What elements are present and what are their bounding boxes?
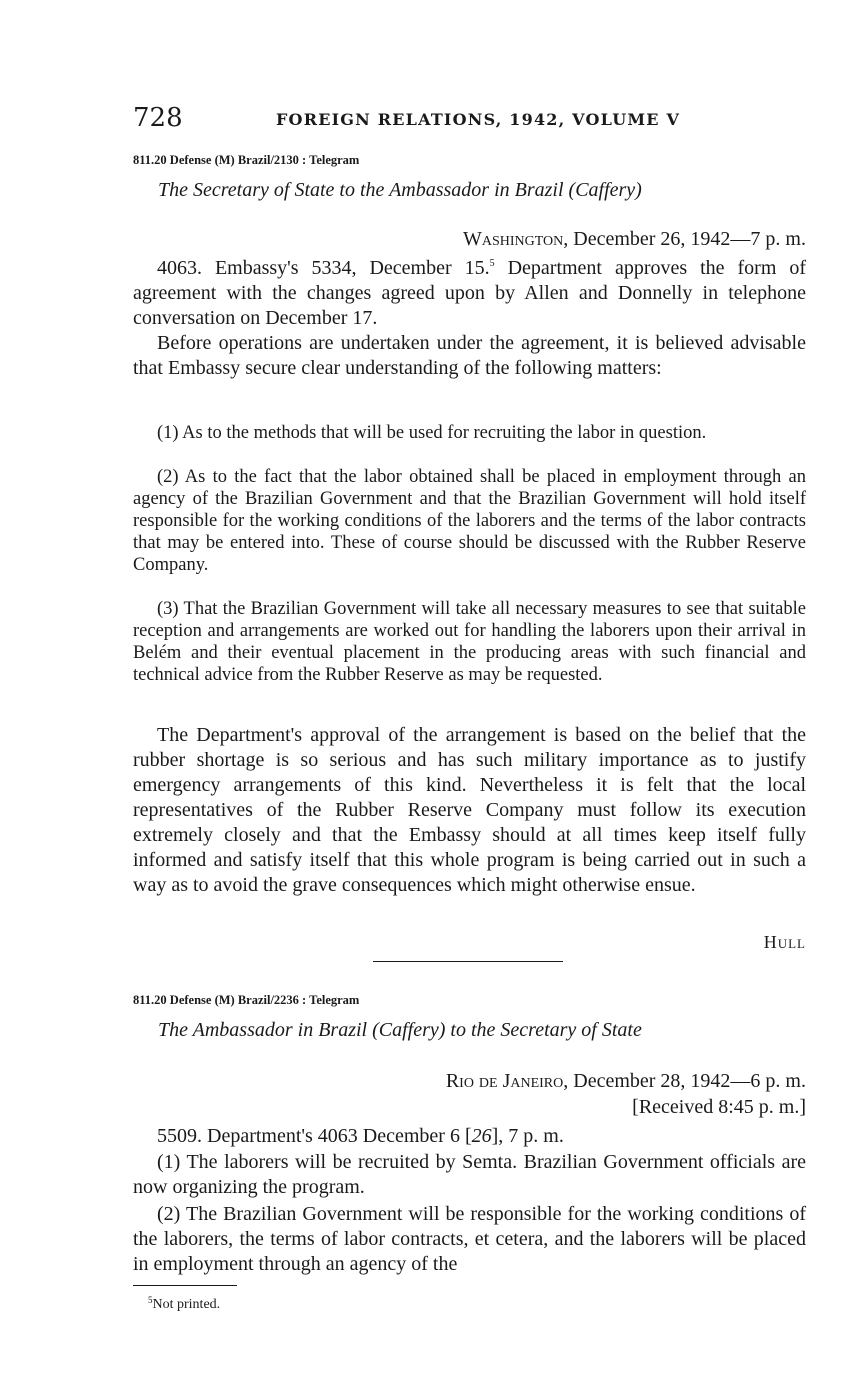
list-item-2: (2) As to the fact that the labor obtained shall be placed in employment through an agency of the Brazilian Government and that the Brazilian Government will hold itself responsible for the working conditions of the laborers and the terms of the labor contracts that may be entered into. These of course should be discussed with the Rubber Reserve Company. [133, 467, 806, 575]
list-item-3: (3) That the Brazilian Government will take all necessary measures to see that suitable reception and arrangements are worked out for handling the laborers upon their arrival in Belém and their eventual placement in the producing areas with such financial and technical advice from the Rubber Reserve as may be requested. [133, 599, 806, 685]
dateline-place-2: Rio de Janeiro [445, 1070, 564, 1092]
dateline-2 [446, 1068, 806, 1094]
paragraph-1-start: 4063. Embassy's 5334, December 15. [157, 257, 490, 279]
file-reference-2: 811.20 Defense (M) Brazil/2236 : Telegram [133, 993, 360, 1007]
footnote [148, 1296, 220, 1314]
page-number: 728 [133, 103, 183, 133]
document-title-2: The Ambassador in Brazil (Caffery) to the Secretary of State [158, 1019, 642, 1041]
paragraph-1-end: Department approves the form of agreement with the changes agreed upon by Allen and Donnelly in telephone conversation on December 17. [133, 257, 806, 329]
paragraph-4-start: 5509. Department's 4063 December 6 [ [157, 1125, 472, 1147]
list-item-1: (1) As to the methods that will be used for recruiting the labor in question. [157, 423, 707, 443]
dateline-1 [463, 226, 806, 252]
document-title-1: The Secretary of State to the Ambassador in Brazil (Caffery) [158, 179, 642, 201]
received-time: [Received 8:45 p. m.] [632, 1096, 806, 1118]
paragraph-1 [133, 256, 806, 331]
footnote-divider [133, 1285, 237, 1286]
dateline-date-1: , December 26, 1942—7 p. m. [563, 228, 806, 250]
signature: Hull [763, 932, 806, 952]
footnote-ref: 5 [489, 258, 495, 269]
editorial-correction: 26 [471, 1125, 492, 1147]
paragraph-6: (2) The Brazilian Government will be responsible for the working conditions of the laborers, the terms of labor contracts, et cetera, and the laborers will be placed in employment through an agency of the [133, 1203, 806, 1275]
paragraph-3: The Department's approval of the arrangement is based on the belief that the rubber shortage is so serious and has such military importance as to justify emergency arrangements of this kind. Nevertheless it is felt that the local representatives of the Rubber Reserve Company must follow its execution extremely closely and that the Embassy should at all times keep itself fully informed and satisfy itself that this whole program is being carried out in such a way as to avoid the grave consequences which might otherwise ensue. [133, 724, 806, 896]
paragraph-4-end: ], 7 p. m. [491, 1125, 564, 1147]
paragraph-4 [133, 1124, 806, 1149]
paragraph-2: Before operations are undertaken under the agreement, it is believed advisable that Embassy secure clear understanding of the following matters: [133, 332, 806, 379]
section-divider [373, 961, 563, 962]
footnote-text: Not printed. [152, 1297, 221, 1312]
running-head: FOREIGN RELATIONS, 1942, VOLUME V [276, 110, 681, 129]
dateline-date-2: , December 28, 1942—6 p. m. [563, 1070, 806, 1092]
file-reference-1: 811.20 Defense (M) Brazil/2130 : Telegram [133, 153, 360, 167]
dateline-place-1: Washington [462, 228, 564, 250]
paragraph-5: (1) The laborers will be recruited by Semta. Brazilian Government officials are now organizing the program. [133, 1151, 806, 1198]
footnote-marker: 5 [148, 1295, 153, 1305]
